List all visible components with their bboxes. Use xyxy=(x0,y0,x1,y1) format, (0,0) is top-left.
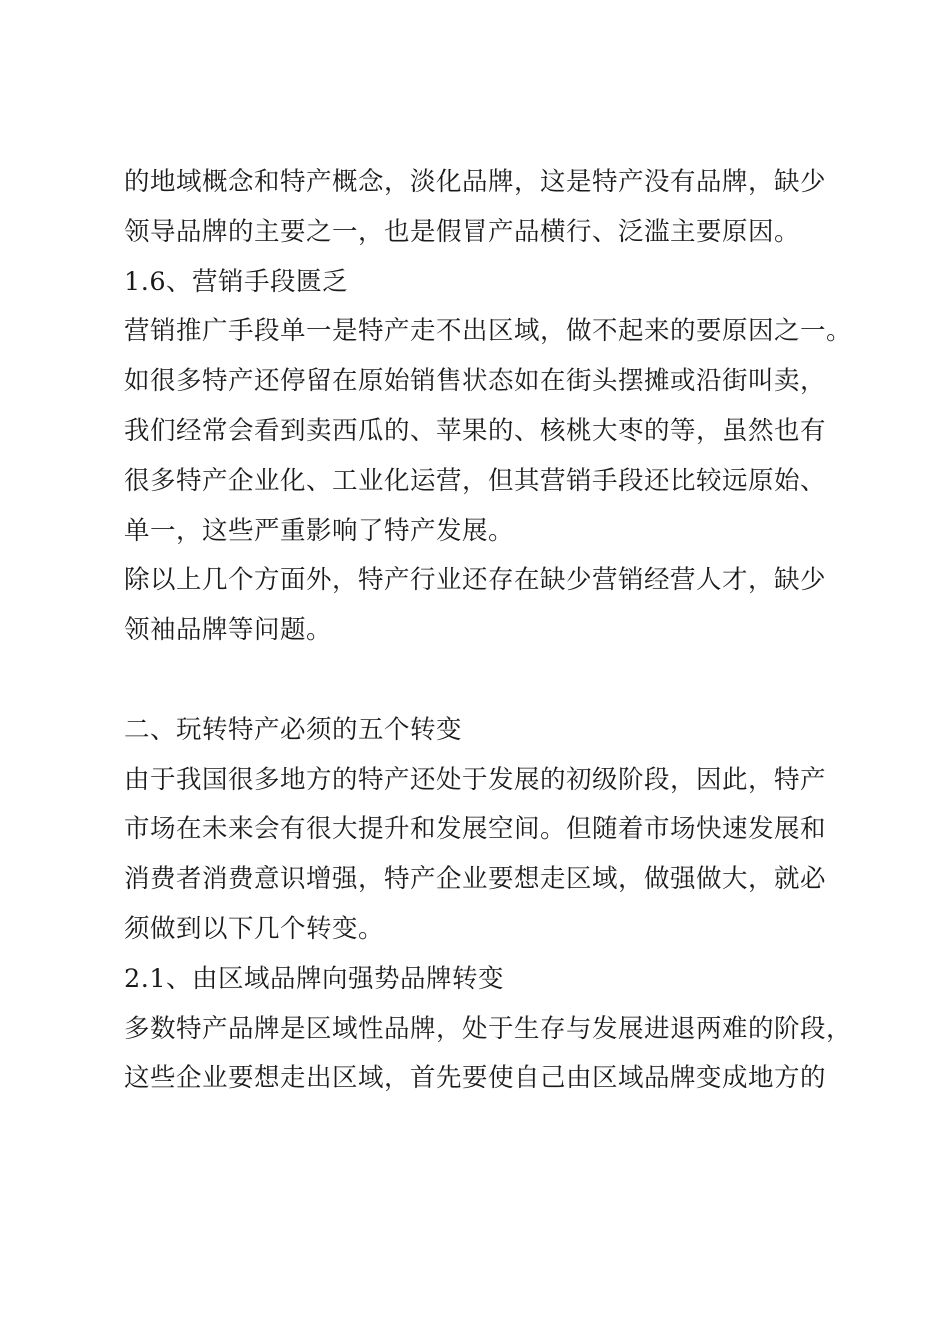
section-heading-2: 二、玩转特产必须的五个转变 xyxy=(124,714,463,745)
body-text xyxy=(124,158,853,1104)
text-line: 如很多特产还停留在原始销售状态如在街头摆摊或沿街叫卖， xyxy=(124,366,827,397)
text-line: 须做到以下几个转变。 xyxy=(124,913,385,944)
text-line: 单一，这些严重影响了特产发展。 xyxy=(124,515,515,546)
text-line: 营销推广手段单一是特产走不出区域，做不起来的要原因之一。 xyxy=(124,316,853,347)
text-line: 多数特产品牌是区域性品牌，处于生存与发展进退两难的阶段， xyxy=(124,1013,853,1044)
text-line: 由于我国很多地方的特产还处于发展的初级阶段，因此，特产 xyxy=(124,764,827,795)
text-line: 除以上几个方面外，特产行业还存在缺少营销经营人才，缺少 xyxy=(124,565,827,596)
text-line: 消费者消费意识增强，特产企业要想走区域，做强做大，就必 xyxy=(124,864,827,895)
section-heading-1-6: 1.6、营销手段匮乏 xyxy=(124,266,349,297)
paragraph-gap xyxy=(124,656,844,706)
text-line: 很多特产企业化、工业化运营，但其营销手段还比较远原始、 xyxy=(124,465,827,496)
text-line: 领导品牌的主要之一，也是假冒产品横行、泛滥主要原因。 xyxy=(124,216,801,247)
text-line: 的地域概念和特产概念，淡化品牌，这是特产没有品牌，缺少 xyxy=(124,167,827,197)
text-line: 这些企业要想走出区域，首先要使自己由区域品牌变成地方的 xyxy=(124,1063,827,1094)
text-line: 领袖品牌等问题。 xyxy=(124,615,333,646)
section-heading-2-1: 2.1、由区域品牌向强势品牌转变 xyxy=(124,963,505,994)
text-line: 市场在未来会有很大提升和发展空间。但随着市场快速发展和 xyxy=(124,814,827,845)
text-line: 我们经常会看到卖西瓜的、苹果的、核桃大枣的等，虽然也有 xyxy=(124,415,827,446)
